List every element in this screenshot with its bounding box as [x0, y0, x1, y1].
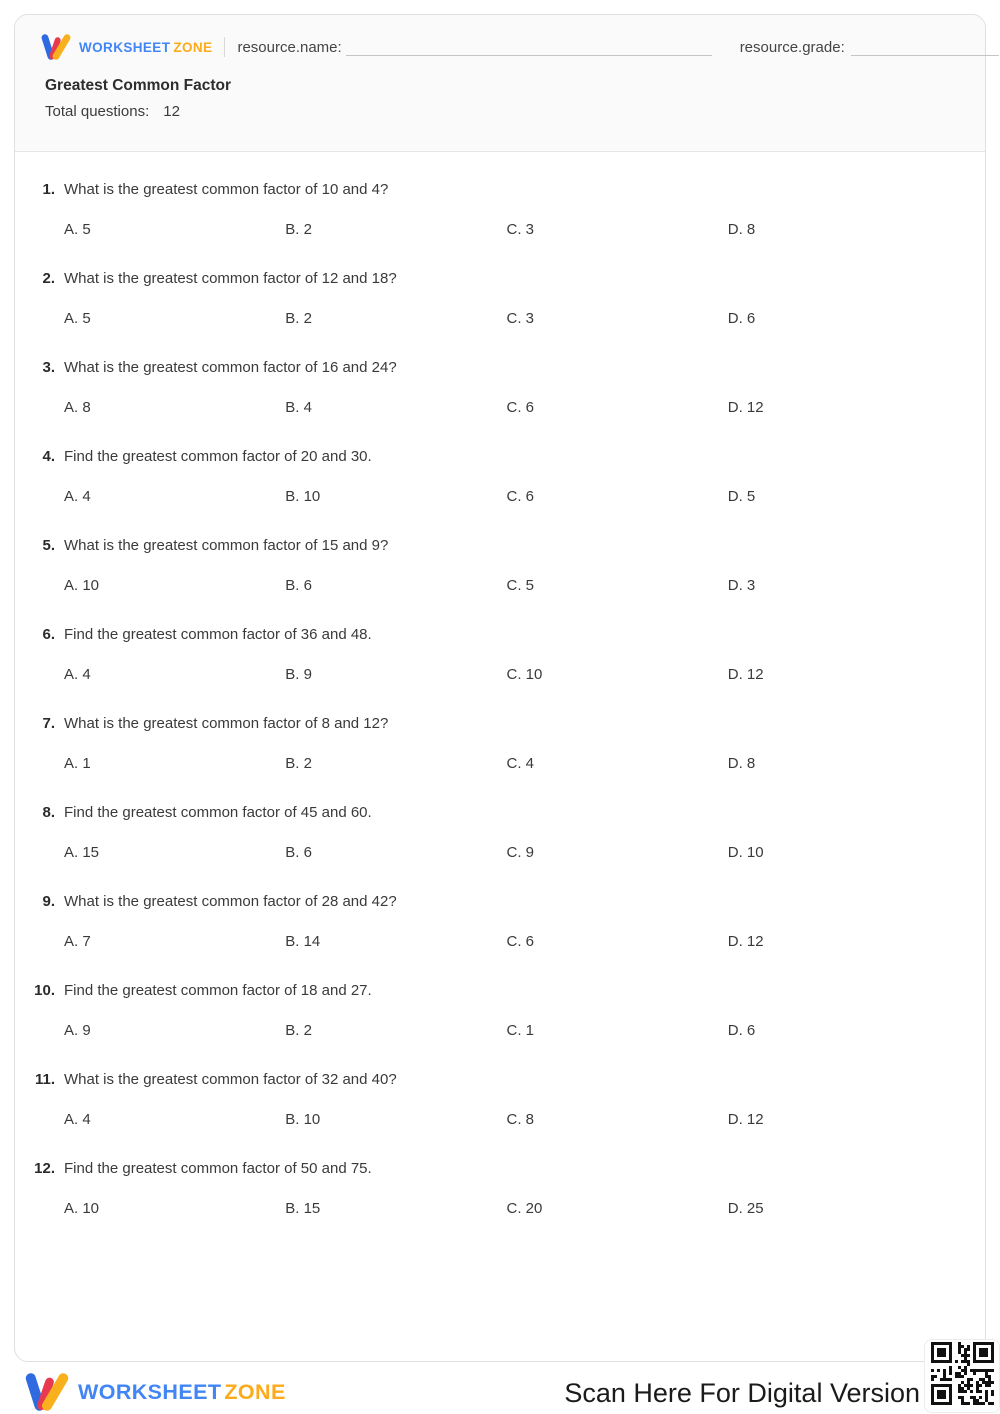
option-a: A. 4: [64, 488, 91, 505]
question-head: [15, 981, 985, 1001]
option-b: B. 4: [285, 399, 312, 416]
question-item: [15, 803, 985, 863]
worksheetzone-w-mark-icon: [39, 32, 73, 62]
question-number: 6.: [42, 626, 55, 643]
option-b: B. 2: [285, 310, 312, 327]
option-b: B. 2: [285, 755, 312, 772]
option-b: B. 9: [285, 666, 312, 683]
question-number: 7.: [42, 715, 55, 732]
title-block: [15, 76, 985, 122]
footer-brand-logo: [22, 1370, 286, 1414]
question-number: 11.: [34, 1071, 55, 1088]
option-d: D. 3: [727, 577, 756, 594]
question-head: [15, 892, 985, 912]
option-a: A. 1: [64, 755, 91, 772]
question-options: [64, 843, 949, 863]
option-b: B. 6: [285, 844, 312, 861]
question-head: [15, 358, 985, 378]
resource-grade-label: resource.grade:: [739, 38, 845, 56]
qr-code-icon: [931, 1342, 994, 1410]
question-head: [15, 1159, 985, 1179]
option-c: C. 1: [506, 1022, 535, 1039]
question-head: [15, 269, 985, 289]
option-b: B. 10: [285, 1111, 321, 1128]
option-d: D. 8: [727, 221, 756, 238]
question-text: What is the greatest common factor of 28 and 42?: [64, 893, 397, 910]
header-row: [15, 31, 985, 63]
total-questions-row: [45, 102, 985, 122]
brand-logo-text: [79, 40, 212, 55]
question-options: [64, 220, 949, 240]
question-item: [15, 180, 985, 240]
option-a: A. 4: [64, 666, 91, 683]
question-text: Find the greatest common factor of 45 and 60.: [64, 804, 372, 821]
total-questions-value: 12: [163, 103, 180, 120]
option-d: D. 8: [727, 755, 756, 772]
brand-name-worksheet: WORKSHEET: [79, 39, 171, 55]
question-head: [15, 447, 985, 467]
question-options: [64, 1110, 949, 1130]
question-head: [15, 803, 985, 823]
option-c: C. 20: [506, 1200, 543, 1217]
question-number: 8.: [42, 804, 55, 821]
question-text: What is the greatest common factor of 32 and 40?: [64, 1071, 397, 1088]
option-d: D. 12: [727, 399, 764, 416]
worksheet-header: [15, 15, 985, 152]
question-head: [15, 714, 985, 734]
question-item: [15, 714, 985, 774]
option-b: B. 6: [285, 577, 312, 594]
option-d: D. 25: [727, 1200, 764, 1217]
option-c: C. 9: [506, 844, 535, 861]
option-a: A. 10: [64, 577, 100, 594]
question-options: [64, 754, 949, 774]
worksheet-title: Greatest Common Factor: [45, 77, 232, 94]
question-head: [15, 536, 985, 556]
question-number: 10.: [34, 982, 55, 999]
option-d: D. 12: [727, 666, 764, 683]
option-a: A. 10: [64, 1200, 100, 1217]
footer-brand-logo-text: [78, 1380, 286, 1405]
header-divider: [224, 37, 225, 57]
brand-logo: [39, 32, 212, 62]
question-text: What is the greatest common factor of 10 and 4?: [64, 181, 389, 198]
question-text: Find the greatest common factor of 18 and 27.: [64, 982, 372, 999]
option-c: C. 10: [506, 666, 543, 683]
question-number: 2.: [42, 270, 55, 287]
question-options: [64, 665, 949, 685]
resource-grade-blank-field: [851, 55, 999, 56]
question-number: 12.: [34, 1160, 55, 1177]
option-b: B. 14: [285, 933, 321, 950]
scan-here-text: Scan Here For Digital Version: [564, 1378, 920, 1408]
option-b: B. 15: [285, 1200, 321, 1217]
option-c: C. 6: [506, 488, 535, 505]
option-c: C. 6: [506, 399, 535, 416]
brand-name-zone: ZONE: [173, 39, 213, 55]
question-options: [64, 398, 949, 418]
question-item: [15, 447, 985, 507]
question-item: [15, 892, 985, 952]
brand-name-worksheet: WORKSHEET: [78, 1379, 222, 1404]
option-b: B. 2: [285, 221, 312, 238]
question-options: [64, 576, 949, 596]
option-d: D. 10: [727, 844, 764, 861]
option-c: C. 8: [506, 1111, 535, 1128]
option-c: C. 4: [506, 755, 535, 772]
question-text: What is the greatest common factor of 8 and 12?: [64, 715, 389, 732]
option-a: A. 5: [64, 221, 91, 238]
option-d: D. 5: [727, 488, 756, 505]
option-d: D. 12: [727, 1111, 764, 1128]
worksheet-card: [14, 14, 986, 1362]
question-item: [15, 269, 985, 329]
page-footer: [0, 1362, 1000, 1414]
question-options: [64, 1021, 949, 1041]
question-options: [64, 487, 949, 507]
question-item: [15, 1070, 985, 1130]
questions-list: [15, 152, 985, 1219]
option-a: A. 8: [64, 399, 91, 416]
question-text: What is the greatest common factor of 16 and 24?: [64, 359, 397, 376]
question-item: [15, 536, 985, 596]
question-text: What is the greatest common factor of 15 and 9?: [64, 537, 389, 554]
question-item: [15, 981, 985, 1041]
question-head: [15, 625, 985, 645]
question-options: [64, 932, 949, 952]
option-a: A. 4: [64, 1111, 91, 1128]
option-c: C. 5: [506, 577, 535, 594]
option-a: A. 9: [64, 1022, 91, 1039]
option-a: A. 15: [64, 844, 100, 861]
option-d: D. 12: [727, 933, 764, 950]
option-c: C. 3: [506, 221, 535, 238]
option-a: A. 7: [64, 933, 91, 950]
option-b: B. 10: [285, 488, 321, 505]
worksheetzone-w-mark-icon: [22, 1370, 72, 1414]
option-b: B. 2: [285, 1022, 312, 1039]
question-number: 5.: [42, 537, 55, 554]
question-text: What is the greatest common factor of 12 and 18?: [64, 270, 397, 287]
question-item: [15, 625, 985, 685]
total-questions-label: Total questions:: [45, 103, 150, 120]
brand-name-zone: ZONE: [224, 1379, 286, 1404]
option-c: C. 6: [506, 933, 535, 950]
question-number: 4.: [42, 448, 55, 465]
question-number: 3.: [42, 359, 55, 376]
option-c: C. 3: [506, 310, 535, 327]
question-options: [64, 309, 949, 329]
question-text: Find the greatest common factor of 20 and 30.: [64, 448, 372, 465]
question-text: Find the greatest common factor of 50 and 75.: [64, 1160, 372, 1177]
option-a: A. 5: [64, 310, 91, 327]
question-item: [15, 358, 985, 418]
qr-code: [924, 1339, 1000, 1413]
option-d: D. 6: [727, 1022, 756, 1039]
question-number: 9.: [42, 893, 55, 910]
question-item: [15, 1159, 985, 1219]
question-head: [15, 1070, 985, 1090]
resource-name-blank-field: [346, 55, 712, 56]
resource-name-label: resource.name:: [237, 38, 342, 56]
option-d: D. 6: [727, 310, 756, 327]
question-text: Find the greatest common factor of 36 and 48.: [64, 626, 372, 643]
question-head: [15, 180, 985, 200]
question-options: [64, 1199, 949, 1219]
question-number: 1.: [42, 181, 55, 198]
